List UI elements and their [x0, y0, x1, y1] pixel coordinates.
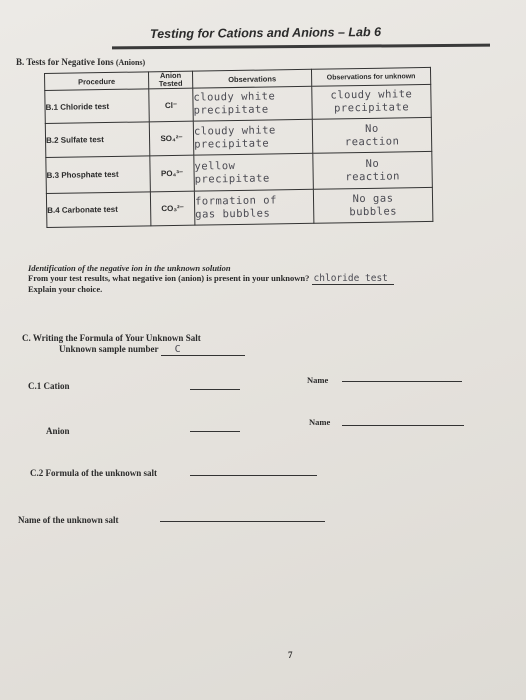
unknown-observation-line: No — [365, 157, 380, 170]
observation-line: cloudy white — [193, 123, 276, 138]
anion-cell: CO₃²⁻ — [150, 191, 195, 226]
observation-line: precipitate — [194, 171, 270, 186]
col-observations-unknown: Observations for unknown — [311, 67, 430, 86]
sample-number-line — [22, 344, 245, 356]
col-anion: Anion Tested — [148, 71, 192, 89]
unknown-observation-cell — [313, 151, 433, 189]
page-number: 7 — [288, 650, 293, 660]
col-procedure: Procedure — [45, 72, 149, 91]
sample-number-label: Unknown sample number — [59, 344, 159, 354]
identification-block — [28, 263, 394, 294]
explain-prompt: Explain your choice. — [28, 284, 103, 294]
cation-name-blank[interactable] — [342, 381, 462, 382]
table-row — [46, 187, 432, 227]
section-b-heading-sub: (Anions) — [115, 58, 146, 67]
formula-label: C.2 Formula of the unknown salt — [30, 468, 158, 478]
anion-test-table — [44, 67, 433, 228]
procedure-cell: B.3 Phosphate test — [46, 156, 151, 194]
unknown-observation-cell — [313, 187, 433, 223]
identification-heading: Identification of the negative ion in the unknown solution — [28, 263, 231, 273]
salt-name-blank[interactable] — [160, 521, 325, 522]
cation-label: C.1 Cation — [28, 381, 70, 391]
observation-cell — [194, 189, 314, 225]
table-row — [46, 151, 433, 193]
procedure-cell: B.1 Chloride test — [45, 89, 150, 124]
salt-name-label: Name of the unknown salt — [18, 515, 119, 525]
sample-number-answer[interactable]: C — [161, 344, 245, 356]
observation-line: gas bubbles — [195, 206, 271, 221]
observation-cell — [193, 119, 313, 155]
identification-question: From your test results, what negative ion (anion) is present in your unknown? — [28, 273, 310, 283]
col-observations: Observations — [192, 69, 311, 88]
procedure-cell: B.2 Sulfate test — [45, 122, 150, 158]
anion-cell: SO₄²⁻ — [149, 121, 194, 156]
unknown-observation-line: No — [364, 122, 379, 135]
identification-answer[interactable]: chloride test — [312, 273, 394, 285]
observation-cell — [194, 153, 314, 191]
anion-name-label: Name — [309, 417, 331, 427]
observation-line: cloudy white — [193, 90, 276, 104]
observation-line: formation of — [194, 193, 277, 208]
cation-name-label: Name — [307, 375, 329, 385]
unknown-observation-line: No gas — [352, 192, 394, 205]
anion-cell: PO₄³⁻ — [150, 155, 195, 192]
section-c-heading: C. Writing the Formula of Your Unknown Salt — [22, 333, 201, 343]
unknown-observation-line: cloudy white — [330, 88, 413, 102]
formula-blank[interactable] — [190, 475, 317, 476]
title-rule — [112, 44, 490, 50]
procedure-cell: B.4 Carbonate test — [46, 192, 151, 228]
anion-blank[interactable] — [190, 431, 240, 432]
observation-line: precipitate — [193, 103, 269, 117]
unknown-observation-line: reaction — [344, 134, 400, 148]
observation-line: yellow — [194, 159, 236, 173]
unknown-observation-line: bubbles — [349, 204, 398, 218]
page-title: Testing for Cations and Anions – Lab 6 — [149, 24, 382, 42]
section-b-heading — [16, 57, 145, 67]
observation-cell — [193, 86, 313, 121]
anion-cell: Cl⁻ — [149, 88, 194, 122]
unknown-observation-line: precipitate — [333, 101, 410, 115]
unknown-observation-cell — [312, 84, 432, 119]
observation-line: precipitate — [194, 136, 270, 151]
anion-name-blank[interactable] — [342, 425, 464, 426]
unknown-observation-line: reaction — [345, 169, 401, 183]
identification-question-line — [28, 273, 394, 284]
section-b-heading-text: B. Tests for Negative Ions — [16, 57, 114, 67]
anion-label: Anion — [46, 426, 70, 436]
section-c-heading-block — [22, 333, 245, 356]
cation-blank[interactable] — [190, 389, 240, 390]
unknown-observation-cell — [312, 117, 432, 153]
